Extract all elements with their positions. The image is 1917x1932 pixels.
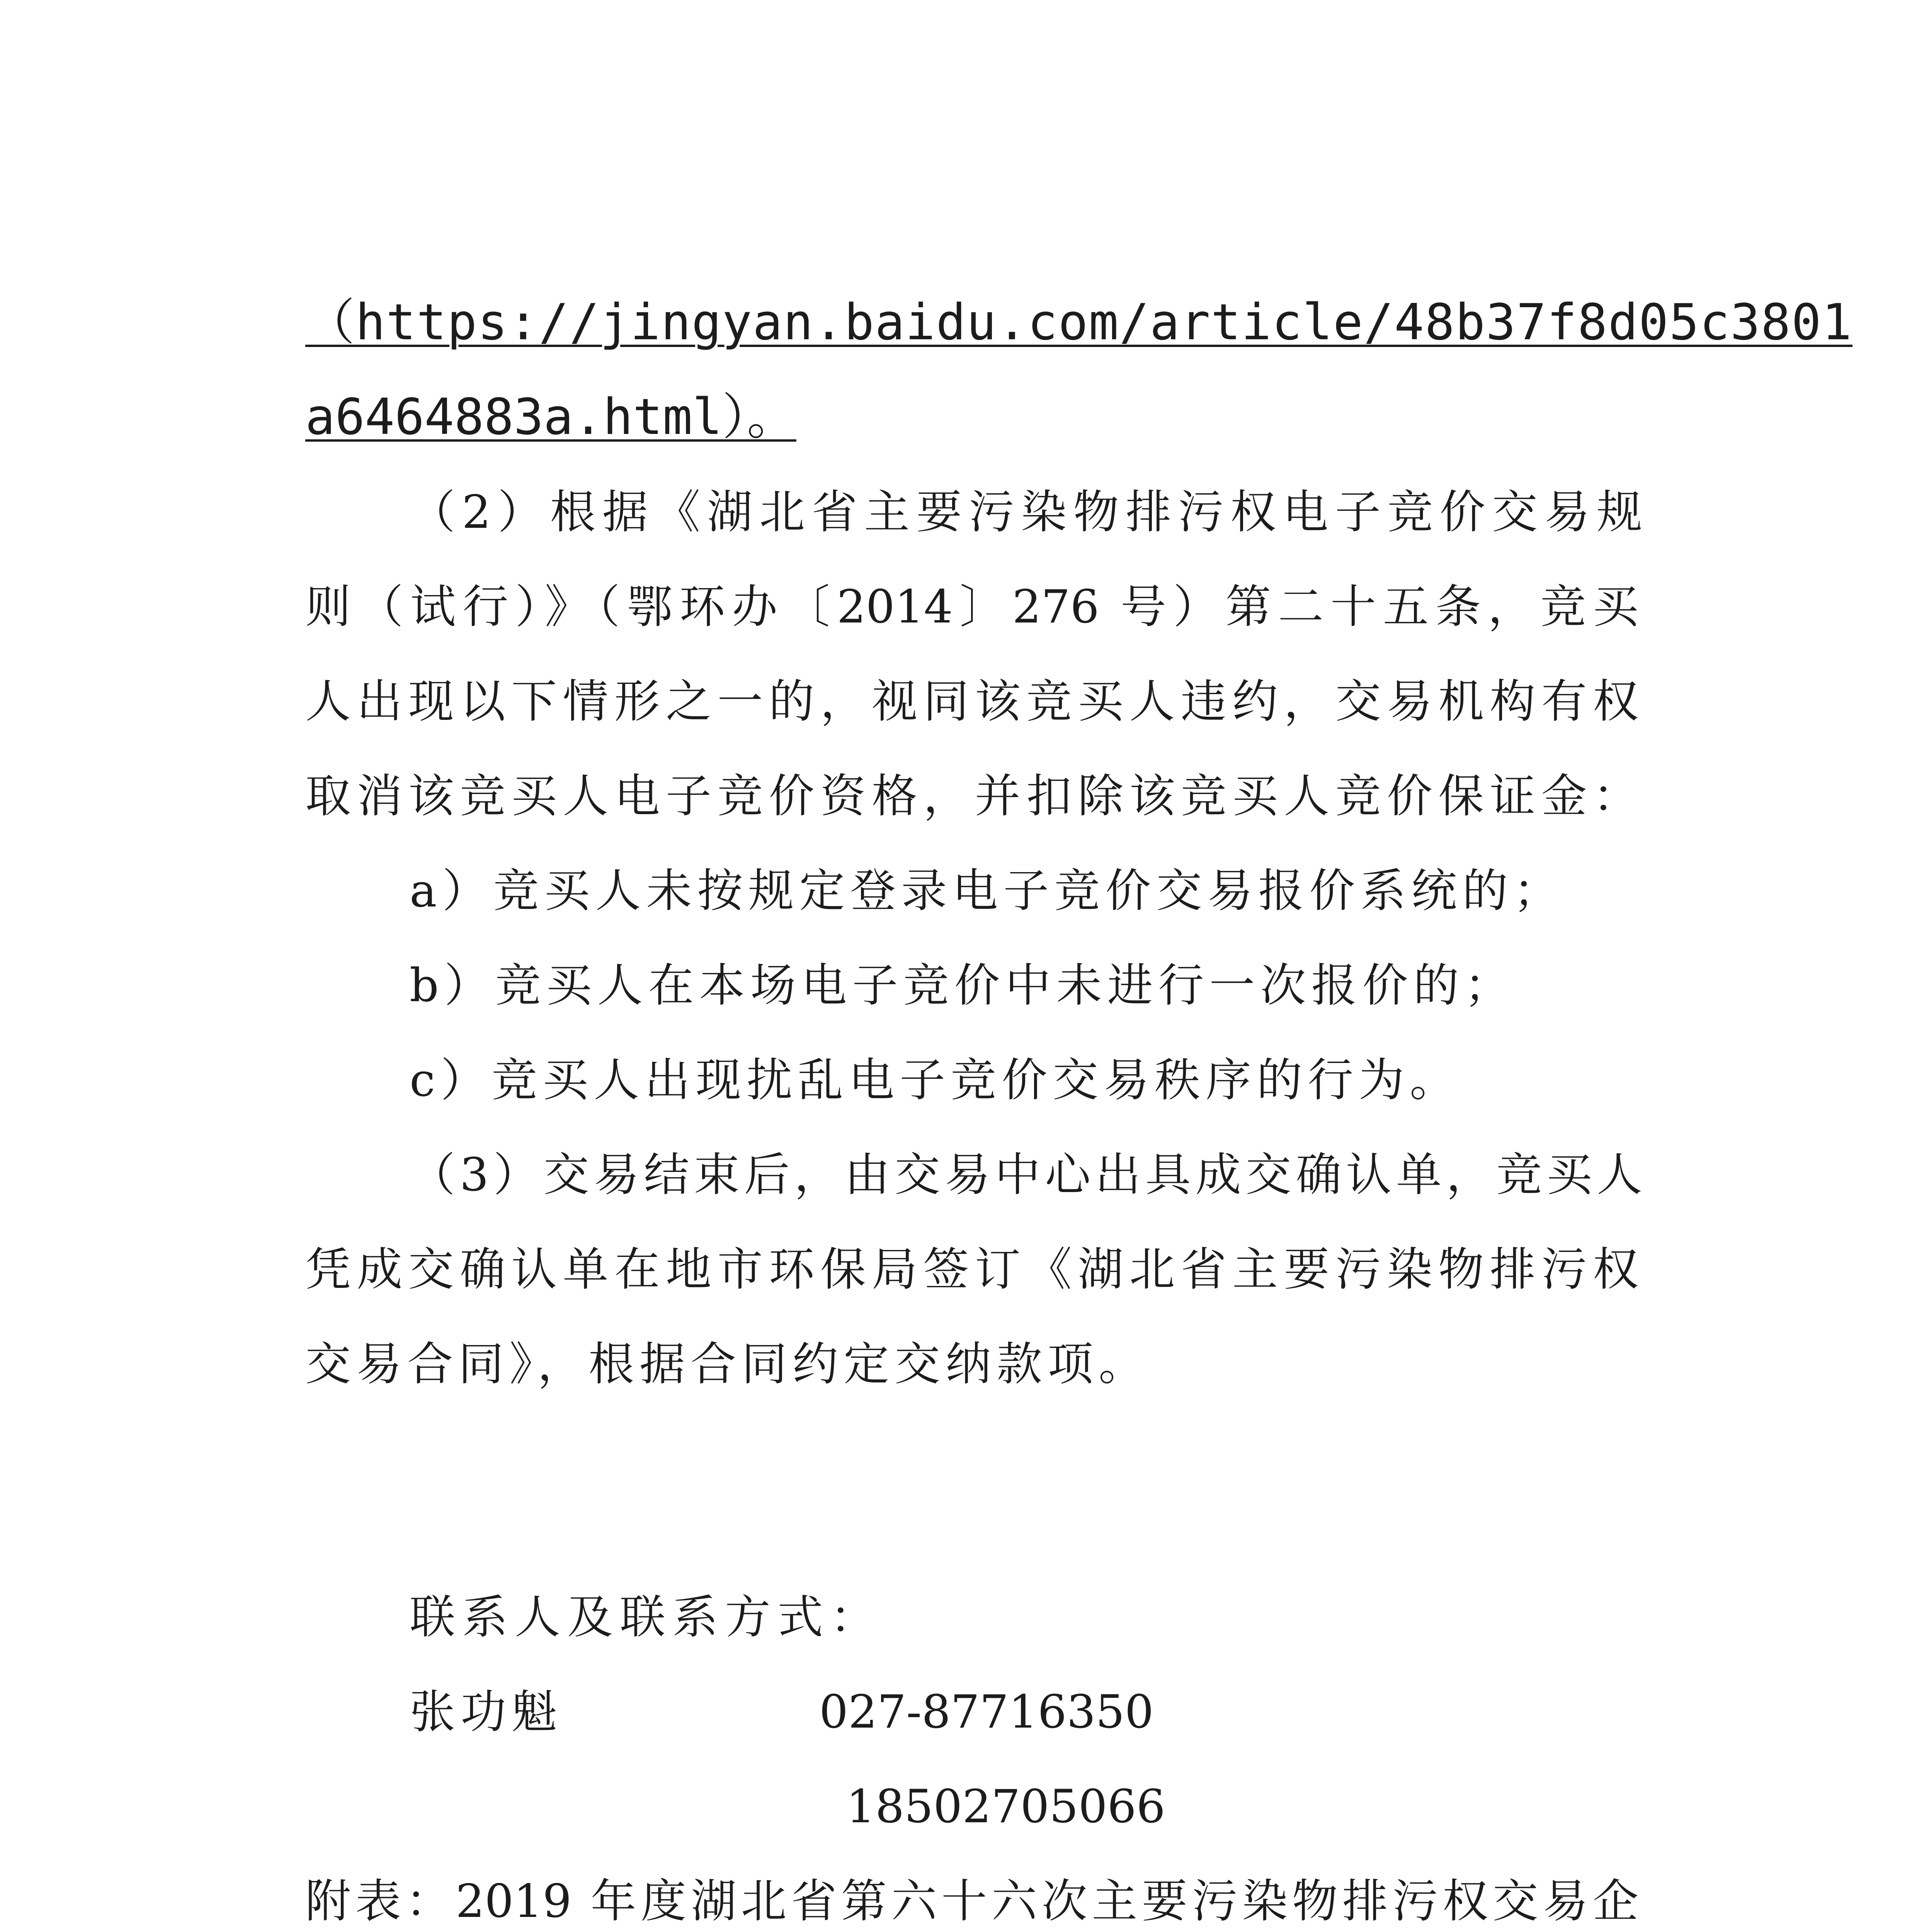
url-line-2[interactable]: a6464883a.html）。 <box>305 388 796 446</box>
para2-line-4: 取消该竞买人电子竞价资格，并扣除该竞买人竞价保证金： <box>305 769 1638 823</box>
item-a: a）竞买人未按规定登录电子竞价交易报价系统的； <box>410 864 1565 917</box>
appendix-line-1: 附表：2019 年度湖北省第六十六次主要污染物排污权交易企 <box>305 1874 1638 1928</box>
item-c: c）竞买人出现扰乱电子竞价交易秩序的行为。 <box>410 1053 1461 1107</box>
contact-heading: 联系人及联系方式： <box>410 1590 883 1644</box>
contact-name: 张功魁 <box>410 1685 563 1738</box>
url-line-1[interactable]: （https://jingyan.baidu.com/article/48b37f8d05c3801 <box>305 294 1853 351</box>
para3-line-1: （3）交易结束后，由交易中心出具成交确认单，竞买人 <box>410 1148 1642 1201</box>
contact-phone-1: 027-87716350 <box>819 1685 1154 1738</box>
para2-line-2: 则（试行）》（鄂环办〔2014〕276 号）第二十五条，竞买 <box>305 580 1638 633</box>
item-b: b）竞买人在本场电子竞价中未进行一次报价的； <box>410 959 1516 1012</box>
para3-line-2: 凭成交确认单在地市环保局签订《湖北省主要污染物排污权 <box>305 1243 1638 1296</box>
para3-line-3: 交易合同》，根据合同约定交纳款项。 <box>305 1337 1150 1391</box>
contact-phone-2: 18502705066 <box>846 1780 1165 1833</box>
para2-line-1: （2）根据《湖北省主要污染物排污权电子竞价交易规 <box>410 485 1642 539</box>
para2-line-3: 人出现以下情形之一的，视同该竞买人违约，交易机构有权 <box>305 675 1638 728</box>
